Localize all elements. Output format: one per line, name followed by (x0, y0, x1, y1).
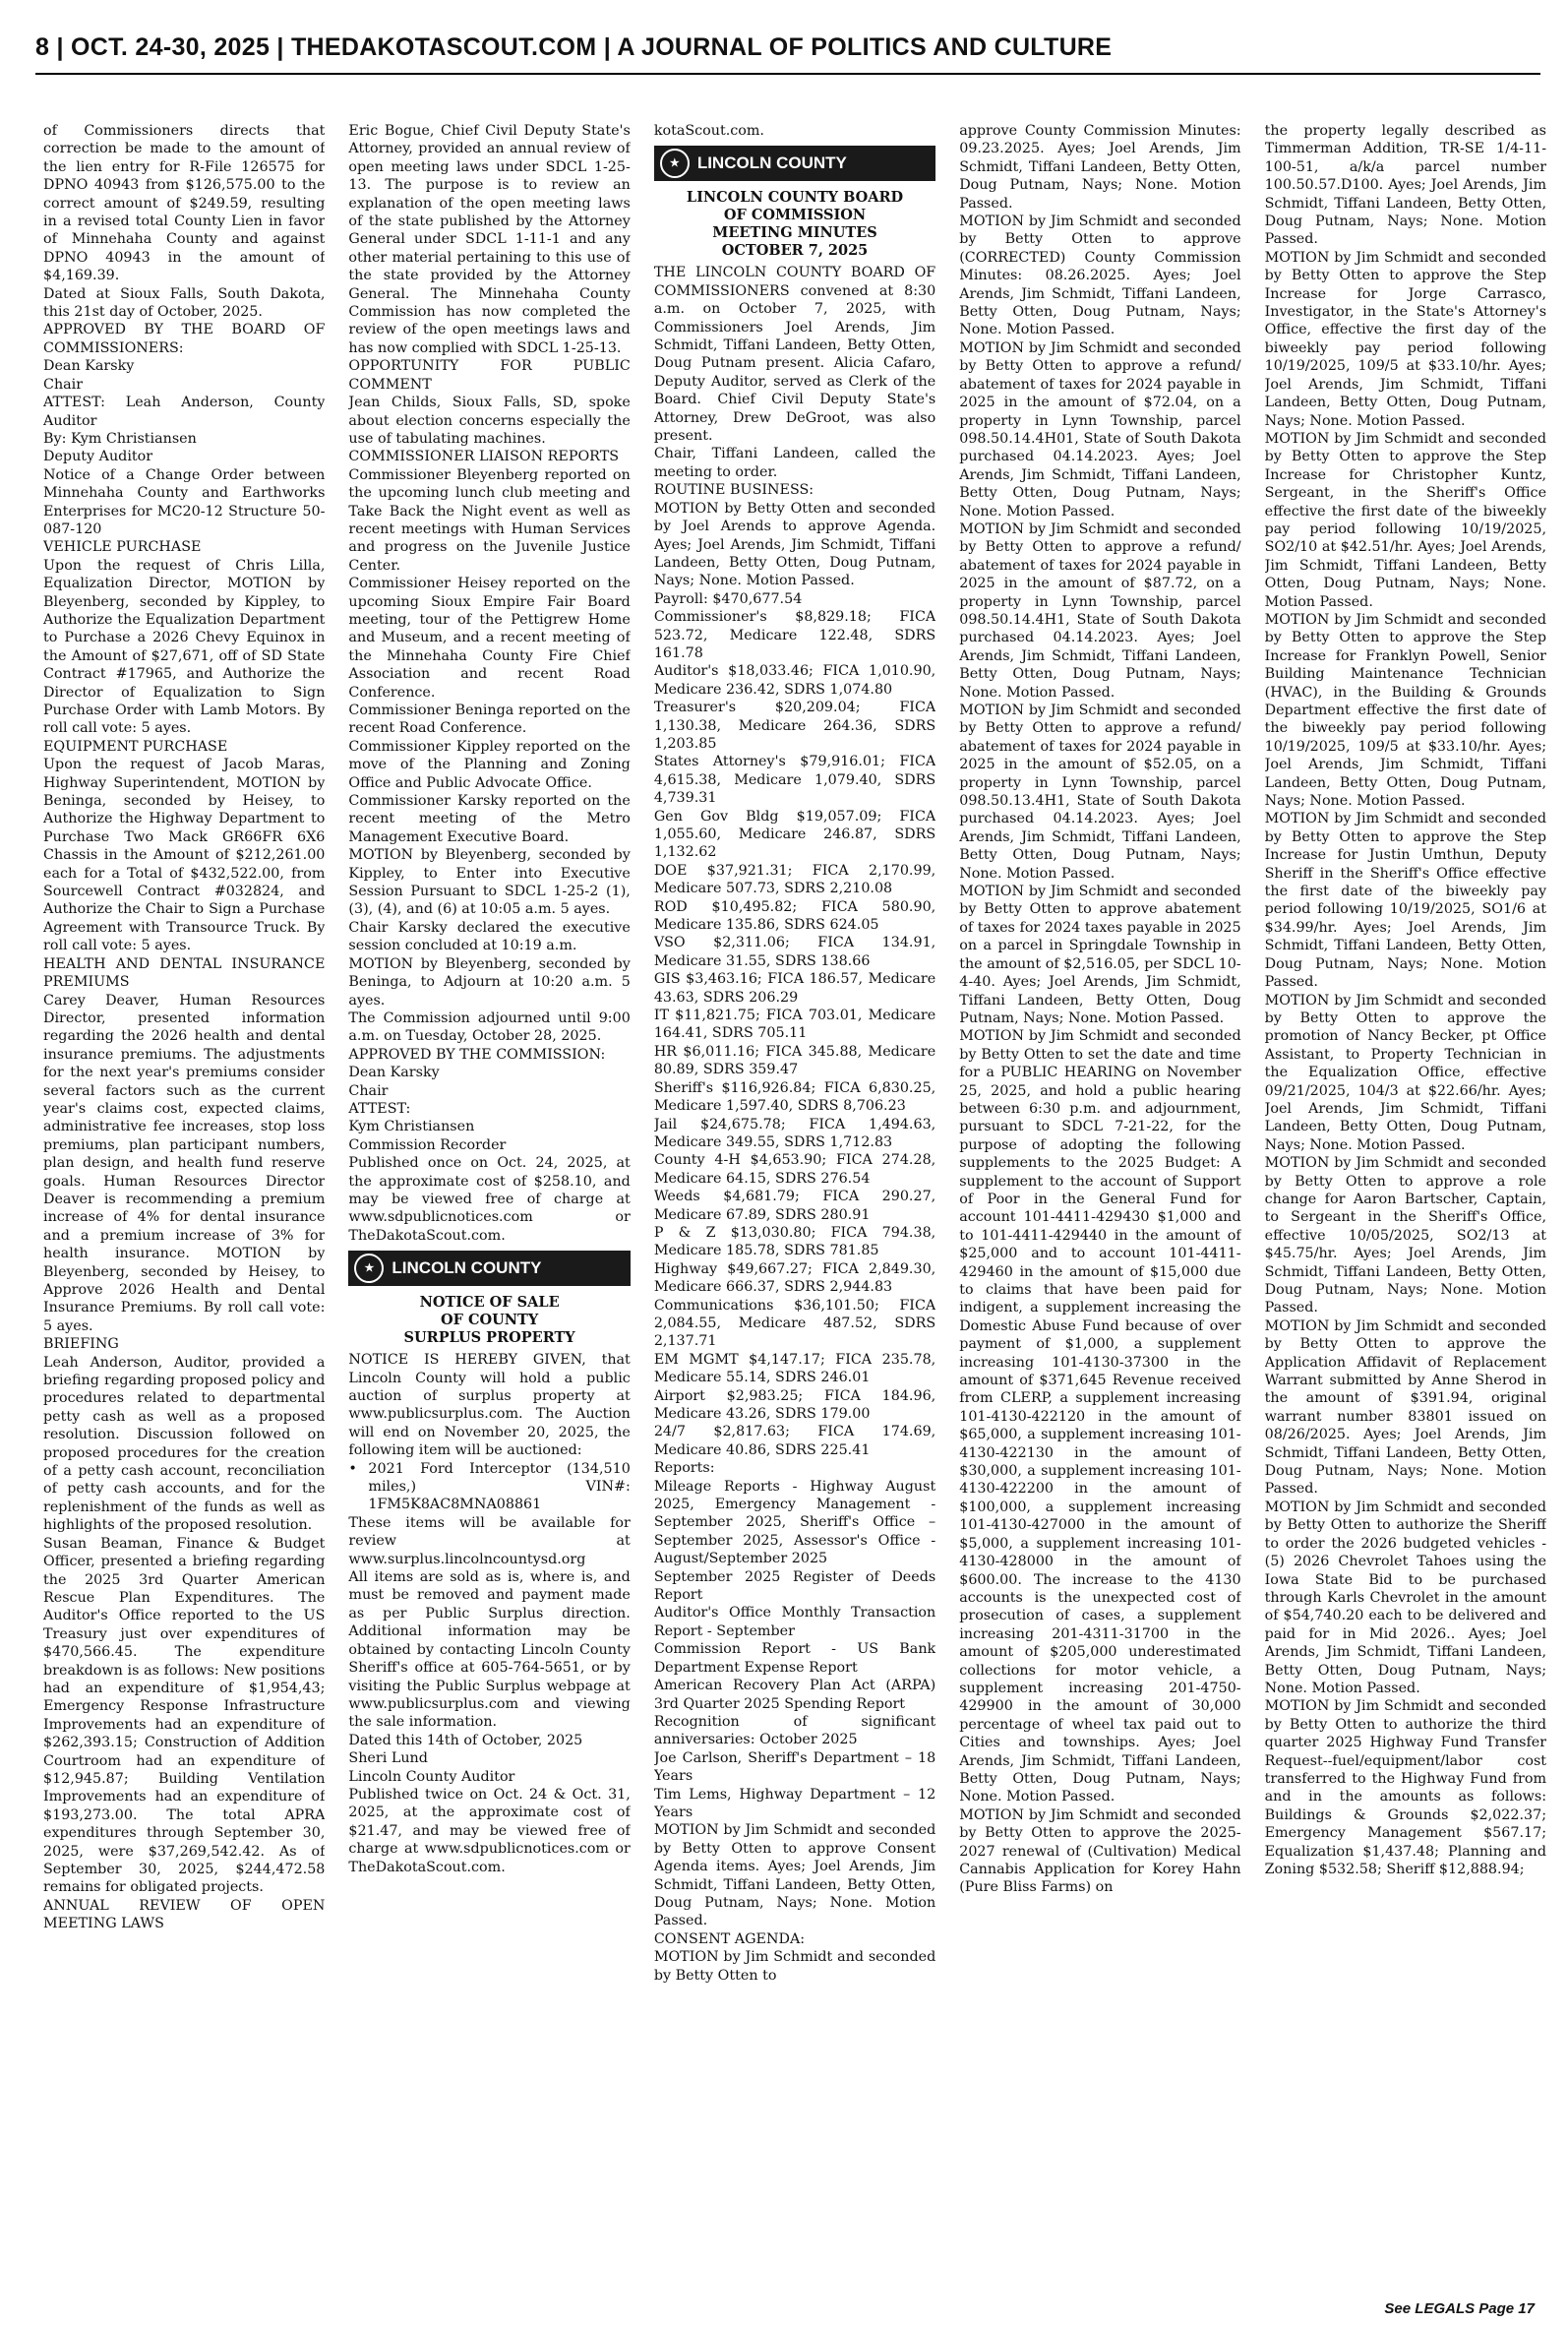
bullet: • (348, 1460, 357, 1477)
legal-paragraph: Tim Lems, Highway Department – 12 Years (653, 1786, 936, 1820)
notice-title (348, 1294, 630, 1347)
header-separator: | (603, 33, 611, 61)
legal-paragraph: ATTEST: Leah Anderson, County Auditor (43, 395, 326, 429)
legal-paragraph: Kym Christiansen (348, 1119, 475, 1135)
legal-paragraph: Joe Carlson, Sheriff's Department – 18 Years (653, 1749, 936, 1785)
legal-paragraph: ATTEST: (348, 1100, 411, 1117)
notice-title-line: SURPLUS PROPERTY (403, 1329, 575, 1347)
legal-paragraph: MOTION by Bleyenberg, seconded by Beninga, to Adjourn at 10:20 a.m. 5 ayes. (348, 955, 631, 1009)
notice-title-line: OF COUNTY (441, 1312, 539, 1329)
legal-paragraph: P & Z $13,030.80; FICA 794.38, Medicare 185.78, SDRS 781.85 (653, 1224, 936, 1259)
notice-title-line: LINCOLN COUNTY BOARD (686, 189, 904, 207)
legal-paragraph: MOTION by Jim Schmidt and seconded by Betty Otten to approve the Step Increase for Jorge Carrasco, Investigator, in the State's Attorney's Office, effective the first day of the biweekly pay period following 10/19/2025, 109/5 at $33.10/hr. Ayes; Joel Arends, Jim Schmidt, Tiffani Landeen, Betty Otten, Doug Putnam, Nays; None. Motion Passed. (1264, 249, 1547, 429)
column-4 (959, 122, 1240, 2293)
legal-paragraph: EQUIPMENT PURCHASE (43, 738, 228, 755)
notice-title-line: MEETING MINUTES (712, 224, 877, 242)
legal-paragraph: Weeds $4,681.79; FICA 290.27, Medicare 67.89, SDRS 280.91 (653, 1189, 936, 1223)
legal-paragraph: Commissioner Kippley reported on the move of the Planning and Zoning Office and Public Advocate Office. (348, 738, 631, 791)
legal-paragraph: APPROVED BY THE COMMISSION: (348, 1046, 606, 1063)
legal-paragraph: By: Kym Christiansen (43, 430, 197, 447)
legal-paragraph: Mileage Reports - Highway August 2025, Emergency Management - September 2025, Sheriff's Office – September 2025, Assessor's Office - August/September 2025 (653, 1478, 936, 1567)
legal-paragraph: MOTION by Jim Schmidt and seconded by Betty Otten to set the date and time for a PUBLIC HEARING on November 25, 2025, and hold a public hearing between 6:30 p.m. and adjournment, pursuant to SDCL 7-21-22, for the purpose of adopting the following supplements to the 2025 Budget: A supplement to the account of Support of Poor in the General Fund for account 101-4411-429430 $1,000 and to 101-4411-429440 in the amount of $25,000 and to account 101-4411-429460 in the amount of $15,000 due to claims that have been paid for indigent, a supplement increasing the Domestic Abuse Fund because of over payment of $1,000, a supplement increasing 101-4130-37300 in the amount of $371,645 Revenue received from CLERP, a supplement increasing 101-4130-422120 in the amount of $65,000, a supplement increasing 101-4130-422130 in the amount of $30,000, a supplement increasing 101-4130-422200 in the amount of $100,000, a supplement increasing 101-4130-427000 in the amount of $5,000, a supplement increasing 101-4130-428000 in the amount of $600.00. The increase to the 4130 accounts is the unexpected cost of prosecution of cases, a supplement increasing 201-4311-31700 in the amount of $205,000 underestimated collections for motor vehicle, a supplement increasing 201-4750-429900 in the amount of 30,000 percentage of wheel tax paid out to Cities and townships. Ayes; Joel Arends, Jim Schmidt, Tiffani Landeen, Betty Otten, Doug Putnam, Nays; None. Motion Passed. (959, 1028, 1241, 1805)
legal-paragraph: NOTICE IS HEREBY GIVEN, that Lincoln County will hold a public auction of surplus property at www.publicsurplus.com. The Auction will end on November 20, 2025, the following item will be auctioned: (348, 1352, 631, 1459)
site-name[interactable]: THEDAKOTASCOUT.COM (290, 33, 597, 61)
tagline: A JOURNAL OF POLITICS AND CULTURE (617, 33, 1113, 61)
section-header (654, 146, 935, 181)
page-header (35, 28, 1540, 77)
list-item (348, 1460, 630, 1514)
legal-paragraph: 24/7 $2,817.63; FICA 174.69, Medicare 40.86, SDRS 225.41 (653, 1424, 936, 1458)
legal-paragraph: Susan Beaman, Finance & Budget Officer, presented a briefing regarding the 2025 3rd Quarter American Rescue Plan Expenditures. The Auditor's Office reported to the US Treasury just over expenditures of $470,566.45. The expenditure breakdown is as follows: New positions had an expenditure of $1,954,43; Emergency Response Infrastructure Improvements had an expenditure of $262,393.15; Construction of Addition Courtroom had an expenditure of $12,945.87; Building Ventilation Improvements had an expenditure of $193,273.00. The total APRA expenditures through September 30, 2025, were $37,269,542.42. As of September 30, 2025, $244,472.58 remains for obligated projects. (43, 1535, 326, 1896)
legal-paragraph: Recognition of significant anniversaries: October 2025 (653, 1713, 936, 1748)
legal-paragraph: DOE $37,921.31; FICA 2,170.99, Medicare 507.73, SDRS 2,210.08 (653, 862, 936, 897)
continued-reference[interactable]: See LEGALS Page 17 (1384, 2300, 1535, 2317)
legal-paragraph: of Commissioners directs that correction be made to the amount of the lien entry for R-File 126575 for DPNO 40943 from $126,575.00 to the correct amount of $249.59, resulting in a revised total County Lien in favor of Minnehaha County and against DPNO 40943 in the amount of $4,169.39. (43, 123, 326, 284)
section-label: LINCOLN COUNTY (696, 153, 847, 173)
legal-paragraph: COMMISSIONER LIAISON REPORTS (348, 449, 620, 465)
page-number: 8 (35, 33, 50, 61)
legal-paragraph: Deputy Auditor (43, 449, 153, 465)
legal-paragraph: Commission Report - US Bank Department Expense Report (653, 1641, 936, 1676)
section-label: LINCOLN COUNTY (392, 1257, 542, 1277)
legal-paragraph: Commission Recorder (348, 1136, 507, 1153)
legal-paragraph: MOTION by Jim Schmidt and seconded by Betty Otten to approve the Step Increase for Justin Umthun, Deputy Sheriff in the Sheriff's Office effective the first date of the biweekly pay period following 10/19/2025, SO1/6 at $34.99/hr. Ayes; Joel Arends, Jim Schmidt, Tiffani Landeen, Betty Otten, Doug Putnam, Nays; None. Motion Passed. (1264, 811, 1547, 991)
legal-paragraph: Airport $2,983.25; FICA 184.96, Medicare 43.26, SDRS 179.00 (653, 1387, 936, 1422)
legal-paragraph: THE LINCOLN COUNTY BOARD OF COMMISSIONERS convened at 8:30 a.m. on October 7, 2025, with Commissioners Joel Arends, Jim Schmidt, Tiffani Landeen, Betty Otten, Doug Putnam present. Alicia Cafaro, Deputy Auditor, served as Clerk of the Board. Chief Civil Deputy State's Attorney, Drew DeGroot, was also present. (653, 265, 936, 445)
legal-paragraph: Commissioner's $8,829.18; FICA 523.72, Medicare 122.48, SDRS 161.78 (653, 609, 936, 661)
column-5 (1265, 122, 1546, 2293)
legal-paragraph: Jail $24,675.78; FICA 1,494.63, Medicare 349.55, SDRS 1,712.83 (653, 1116, 936, 1150)
legal-paragraph: MOTION by Betty Otten and seconded by Joel Arends to approve Agenda. Ayes; Joel Arends, Jim Schmidt, Tiffani Landeen, Betty Otten, Doug Putnam, Nays; None. Motion Passed. (653, 500, 936, 589)
legal-columns (43, 122, 1546, 2293)
legal-paragraph: September 2025 Register of Deeds Report (653, 1568, 936, 1604)
notice-title-line: OCTOBER 7, 2025 (721, 242, 869, 260)
legal-paragraph: Sheri Lund (348, 1750, 428, 1767)
legal-paragraph: Carey Deaver, Human Resources Director, presented information regarding the 2026 health and dental insurance premiums. The adjustments for the next year's premiums consider several factors such as the current year's claims cost, expected claims, administrative fee increases, stop loss premiums, plan participant numbers, plan design, and health fund reserve goals. Human Resources Director Deaver is recommending a premium increase of 4% for dental insurance and a premium increase of 3% for health insurance. MOTION by Bleyenberg, seconded by Heisey, to Approve 2026 Health and Dental Insurance Premiums. By roll call vote: 5 ayes. (43, 992, 326, 1334)
legal-paragraph: EM MGMT $4,147.17; FICA 235.78, Medicare 55.14, SDRS 246.01 (653, 1351, 936, 1386)
legal-paragraph: MOTION by Jim Schmidt and seconded by Betty Otten to approve Consent Agenda items. Ayes; Joel Arends, Jim Schmidt, Tiffani Landeen, Betty Otten, Doug Putnam, Nays; None. Motion Passed. (653, 1822, 936, 1929)
legal-paragraph: Chair Karsky declared the executive session concluded at 10:19 a.m. (348, 919, 631, 954)
legal-paragraph: Payroll: $470,677.54 (653, 590, 803, 607)
legal-paragraph: MOTION by Jim Schmidt and seconded by Betty Otten to approve abatement of taxes for 2024 taxes payable in 2025 on a parcel in Springdale Township in the amount of $2,516.05, per SDCL 10-4-40. Ayes; Joel Arends, Jim Schmidt, Tiffani Landeen, Betty Otten, Doug Putnam, Nays; None. Motion Passed. (959, 884, 1241, 1026)
legal-paragraph: Highway $49,667.27; FICA 2,849.30, Medicare 666.37, SDRS 2,944.83 (653, 1260, 936, 1296)
legal-paragraph: Reports: (653, 1460, 715, 1477)
legal-paragraph: Leah Anderson, Auditor, provided a briefing regarding proposed policy and procedures related to departmental petty cash as well as a proposed resolution. Discussion followed on proposed procedures for the creation of a petty cash account, reconciliation of petty cash accounts, and for the replenishment of the funds as well as highlights of the proposed resolution. (43, 1354, 326, 1534)
legal-paragraph: Gen Gov Bldg $19,057.09; FICA 1,055.60, Medicare 246.87, SDRS 1,132.62 (653, 808, 936, 861)
legal-paragraph: MOTION by Jim Schmidt and seconded by Betty Otten to approve the Step Increase for Franklyn Powell, Senior Building Maintenance Technician (HVAC), in the Building & Grounds Department effective the first date of the biweekly pay period following 10/19/2025, 109/5 at $33.10/hr. Ayes; Joel Arends, Jim Schmidt, Tiffani Landeen, Betty Otten, Doug Putnam, Nays; None. Motion Passed. (1264, 611, 1547, 810)
legal-paragraph: MOTION by Jim Schmidt and seconded by Betty Otten to approve the promotion of Nancy Becker, pt Office Assistant, to Property Technician in the Equalization Office, effective 09/21/2025, 104/3 at $22.66/hr. Ayes; Joel Arends, Jim Schmidt, Tiffani Landeen, Betty Otten, Doug Putnam, Nays; None. Motion Passed. (1264, 992, 1547, 1153)
legal-paragraph: Dean Karsky (43, 358, 135, 375)
county-seal-icon: ★ (354, 1254, 384, 1283)
section-header (348, 1251, 630, 1286)
legal-paragraph: MOTION by Jim Schmidt and seconded by Betty Otten to (653, 1949, 936, 1984)
legal-paragraph: the property legally described as Timmerman Addition, TR-SE 1/4-11-100-51, a/k/a parcel number 100.50.57.D100. Ayes; Joel Arends, Jim Schmidt, Tiffani Landeen, Betty Otten, Doug Putnam, Nays; None. Motion Passed. (1264, 123, 1547, 248)
legal-paragraph: Chair, Tiffani Landeen, called the meeting to order. (653, 446, 936, 480)
column-1 (43, 122, 325, 2293)
header-line (35, 28, 1540, 67)
legal-paragraph: Published once on Oct. 24, 2025, at the approximate cost of $258.10, and may be viewed free of charge at www.sdpublicnotices.com or TheDakotaScout.com. (348, 1155, 631, 1244)
notice-title-line: OF COMMISSION (723, 207, 867, 224)
legal-paragraph: Published twice on Oct. 24 & Oct. 31, 2025, at the approximate cost of $21.47, and may be viewed free of charge at www.sdpublicnotices.com or TheDakotaScout.com. (348, 1786, 631, 1875)
legal-paragraph: Notice of a Change Order between Minnehaha County and Earthworks Enterprises for MC20-12 Structure 50-087-120 (43, 466, 326, 537)
legal-paragraph: APPROVED BY THE BOARD OF COMMISSIONERS: (43, 322, 326, 356)
legal-paragraph: Upon the request of Chris Lilla, Equalization Director, MOTION by Bleyenberg, seconded by Kippley, to Authorize the Equalization Department to Purchase a 2026 Chevy Equinox in the Amount of $27,671, off of SD State Contract #17965, and Authorize the Director of Equalization to Sign Purchase Order with Lamb Motors. By roll call vote: 5 ayes. (43, 557, 326, 737)
legal-paragraph: MOTION by Jim Schmidt and seconded by Betty Otten to approve the 2025-2027 renewal of (Cultivation) Medical Cannabis Application for Korey Hahn (Pure Bliss Farms) on (959, 1806, 1241, 1896)
legal-paragraph: Commissioner Beninga reported on the recent Road Conference. (348, 703, 631, 737)
header-rule (35, 73, 1540, 75)
legal-paragraph: American Recovery Plan Act (ARPA) 3rd Quarter 2025 Spending Report (653, 1678, 936, 1712)
header-separator: | (276, 33, 284, 61)
legal-paragraph: Eric Bogue, Chief Civil Deputy State's Attorney, provided an annual review of open meeting laws under SDCL 1-25-13. The purpose is to review an explanation of the open meeting laws of the state published by the Attorney General under SDCL 1-11-1 and any other material pertaining to this use of the state provided by the Attorney General. The Minnehaha County Commission has now completed the review of the open meetings laws and has now complied with SDCL 1-25-13. (348, 123, 631, 356)
legal-paragraph: MOTION by Bleyenberg, seconded by Kippley, to Enter into Executive Session Pursuant to SDCL 1-25-2 (1), (3), (4), and (6) at 10:05 a.m. 5 ayes. (348, 847, 631, 918)
legal-paragraph: Communications $36,101.50; FICA 2,084.55, Medicare 487.52, SDRS 2,137.71 (653, 1297, 936, 1350)
legal-paragraph: Chair (43, 376, 84, 393)
legal-paragraph: OPPORTUNITY FOR PUBLIC COMMENT (348, 358, 631, 393)
legal-paragraph: Upon the request of Jacob Maras, Highway Superintendent, MOTION by Beninga, seconded by Heisey, to Authorize the Highway Department to Purchase Two Mack GR66FR 6X6 Chassis in the Amount of $212,261.00 each for a Total of $432,522.00, from Sourcewell Contract #032824, and Authorize the Chair to Sign a Purchase Agreement with Transource Truck. By roll call vote: 5 ayes. (43, 757, 326, 954)
legal-paragraph: Sheriff's $116,926.84; FICA 6,830.25, Medicare 1,597.40, SDRS 8,706.23 (653, 1079, 936, 1115)
county-seal-icon: ★ (660, 149, 690, 178)
legal-paragraph: Jean Childs, Sioux Falls, SD, spoke about election concerns especially the use of tabulating machines. (348, 395, 631, 447)
legal-paragraph: Treasurer's $20,209.04; FICA 1,130.38, Medicare 264.36, SDRS 1,203.85 (653, 700, 936, 752)
legal-paragraph: MOTION by Jim Schmidt and seconded by Betty Otten to approve a refund/ abatement of taxes for 2024 payable in 2025 in the amount of $72.04, on a property in Lynn Township, parcel 098.50.14.4H01, State of South Dakota purchased 04.14.2023. Ayes; Joel Arends, Jim Schmidt, Tiffani Landeen, Betty Otten, Doug Putnam, Nays; None. Motion Passed. (959, 339, 1241, 520)
legal-paragraph: Dated at Sioux Falls, South Dakota, this 21st day of October, 2025. (43, 285, 326, 321)
legal-paragraph: ROUTINE BUSINESS: (653, 482, 814, 499)
column-2 (348, 122, 630, 2293)
legal-paragraph: Commissioner Heisey reported on the upcoming Sioux Empire Fair Board meeting, tour of the Pettigrew Home and Museum, and a recent meeting of the Minnehaha County Fire Chief Association and recent Road Conference. (348, 576, 631, 701)
legal-paragraph: MOTION by Jim Schmidt and seconded by Betty Otten to approve a refund/ abatement of taxes for 2024 payable in 2025 in the amount of $87.72, on a property in Lynn Township, parcel 098.50.14.4H1, State of South Dakota purchased 04.14.2023. Ayes; Joel Arends, Jim Schmidt, Tiffani Landeen, Betty Otten, Doug Putnam, Nays; None. Motion Passed. (959, 520, 1241, 701)
notice-title (654, 189, 935, 260)
legal-paragraph: CONSENT AGENDA: (653, 1930, 806, 1947)
legal-paragraph: MOTION by Jim Schmidt and seconded by Betty Otten to approve (CORRECTED) County Commission Minutes: 08.26.2025. Ayes; Joel Arends, Jim Schmidt, Tiffani Landeen, Betty Otten, Doug Putnam, Nays; None. Motion Passed. (959, 214, 1241, 338)
legal-paragraph: VSO $2,311.06; FICA 134.91, Medicare 31.55, SDRS 138.66 (653, 935, 936, 969)
legal-paragraph: All items are sold as is, where is, and must be removed and payment made as per Public Surplus direction. Additional information may be obtained by contacting Lincoln County Sheriff's office at 605-764-5651, or by visiting the Public Surplus webpage at www.publicsurplus.com and viewing the sale information. (348, 1569, 631, 1731)
legal-paragraph: ROD $10,495.82; FICA 580.90, Medicare 135.86, SDRS 624.05 (653, 898, 936, 934)
legal-paragraph: VEHICLE PURCHASE (43, 539, 202, 556)
legal-paragraph: MOTION by Jim Schmidt and seconded by Betty Otten to approve a role change for Aaron Bartscher, Captain, to Sergeant in the Sheriff's Office, effective 10/05/2025, SO2/13 at $45.75/hr. Ayes; Joel Arends, Jim Schmidt, Tiffani Landeen, Betty Otten, Doug Putnam, Nays; None. Motion Passed. (1264, 1155, 1547, 1316)
legal-paragraph: These items will be available for review at www.surplus.lincolncountysd.org (348, 1514, 631, 1567)
legal-paragraph: Commissioner Bleyenberg reported on the upcoming lunch club meeting and Take Back the Night event as well as recent meetings with Human Services and progress on the Juvenile Justice Center. (348, 466, 631, 574)
legal-paragraph: States Attorney's $79,916.01; FICA 4,615.38, Medicare 1,079.40, SDRS 4,739.31 (653, 754, 936, 807)
legal-paragraph: MOTION by Jim Schmidt and seconded by Betty Otten to approve a refund/ abatement of taxes for 2024 payable in 2025 in the amount of $52.05, on a property in Lynn Township, parcel 098.50.13.4H1, State of South Dakota purchased 04.14.2023. Ayes; Joel Arends, Jim Schmidt, Tiffani Landeen, Betty Otten, Doug Putnam, Nays; None. Motion Passed. (959, 703, 1241, 882)
legal-paragraph: Lincoln County Auditor (348, 1768, 515, 1785)
legal-paragraph: GIS $3,463.16; FICA 186.57, Medicare 43.63, SDRS 206.29 (653, 971, 936, 1006)
issue-date: OCT. 24-30, 2025 (71, 33, 271, 61)
legal-paragraph: MOTION by Jim Schmidt and seconded by Betty Otten to approve the Step Increase for Christopher Kuntz, Sergeant, in the Sheriff's Office effective the first date of the biweekly pay period following 10/19/2025, SO2/10 at $42.51/hr. Ayes; Joel Arends, Jim Schmidt, Tiffani Landeen, Betty Otten, Doug Putnam, Nays; None. Motion Passed. (1264, 430, 1547, 610)
legal-paragraph: MOTION by Jim Schmidt and seconded by Betty Otten to authorize the third quarter 2025 Highway Fund Transfer Request--fuel/equipment/labor cost transferred to the Highway Fund from and in the amounts as follows: Buildings & Grounds $2,022.37; Emergency Management $567.17; Equalization $1,437.48; Planning and Zoning $532.58; Sheriff $12,888.94; (1264, 1698, 1547, 1877)
legal-paragraph: Dated this 14th of October, 2025 (348, 1732, 583, 1748)
list-item-text: 2021 Ford Interceptor (134,510 miles,) VIN#: 1FM5K8AC8MNA08861 (368, 1460, 631, 1513)
legal-paragraph: HR $6,011.16; FICA 345.88, Medicare 80.89, SDRS 359.47 (653, 1043, 936, 1078)
legal-paragraph: Auditor's Office Monthly Transaction Report - September (653, 1605, 936, 1639)
legal-paragraph: MOTION by Jim Schmidt and seconded by Betty Otten to approve the Application Affidavit of Replacement Warrant submitted by Anne Sherod in the amount of $391.94, original warrant number 83801 issued on 08/26/2025. Ayes; Joel Arends, Jim Schmidt, Tiffani Landeen, Betty Otten, Doug Putnam, Nays; None. Motion Passed. (1264, 1317, 1547, 1498)
legal-paragraph: Chair (348, 1082, 389, 1099)
legal-paragraph: ANNUAL REVIEW OF OPEN MEETING LAWS (43, 1897, 326, 1932)
header-separator: | (56, 33, 64, 61)
legal-paragraph: The Commission adjourned until 9:00 a.m. on Tuesday, October 28, 2025. (348, 1010, 631, 1045)
legal-paragraph: HEALTH AND DENTAL INSURANCE PREMIUMS (43, 955, 326, 991)
legal-paragraph: MOTION by Jim Schmidt and seconded by Betty Otten to authorize the Sheriff to order the 2026 budgeted vehicles -(5) 2026 Chevrolet Tahoes using the Iowa State Bid to be purchased through Karls Chevrolet in the amount of $54,740.20 each to be delivered and paid for in Mid 2026.. Ayes; Joel Arends, Jim Schmidt, Tiffani Landeen, Betty Otten, Doug Putnam, Nays; None. Motion Passed. (1264, 1499, 1547, 1696)
column-3 (654, 122, 935, 2293)
legal-paragraph: Commissioner Karsky reported on the recent meeting of the Metro Management Executive Board. (348, 793, 631, 845)
legal-paragraph: approve County Commission Minutes: 09.23.2025. Ayes; Joel Arends, Jim Schmidt, Tiffani Landeen, Betty Otten, Doug Putnam, Nays; None. Motion Passed. (959, 123, 1241, 212)
legal-paragraph: IT $11,821.75; FICA 703.01, Medicare 164.41, SDRS 705.11 (653, 1008, 936, 1042)
notice-title-line: NOTICE OF SALE (419, 1294, 560, 1312)
legal-paragraph: Dean Karsky (348, 1065, 440, 1081)
legal-paragraph: BRIEFING (43, 1336, 119, 1353)
legal-paragraph: kotaScout.com. (653, 123, 764, 139)
legal-paragraph: Auditor's $18,033.46; FICA 1,010.90, Medicare 236.42, SDRS 1,074.80 (653, 663, 936, 698)
legal-paragraph: County 4-H $4,653.90; FICA 274.28, Medicare 64.15, SDRS 276.54 (653, 1152, 936, 1187)
